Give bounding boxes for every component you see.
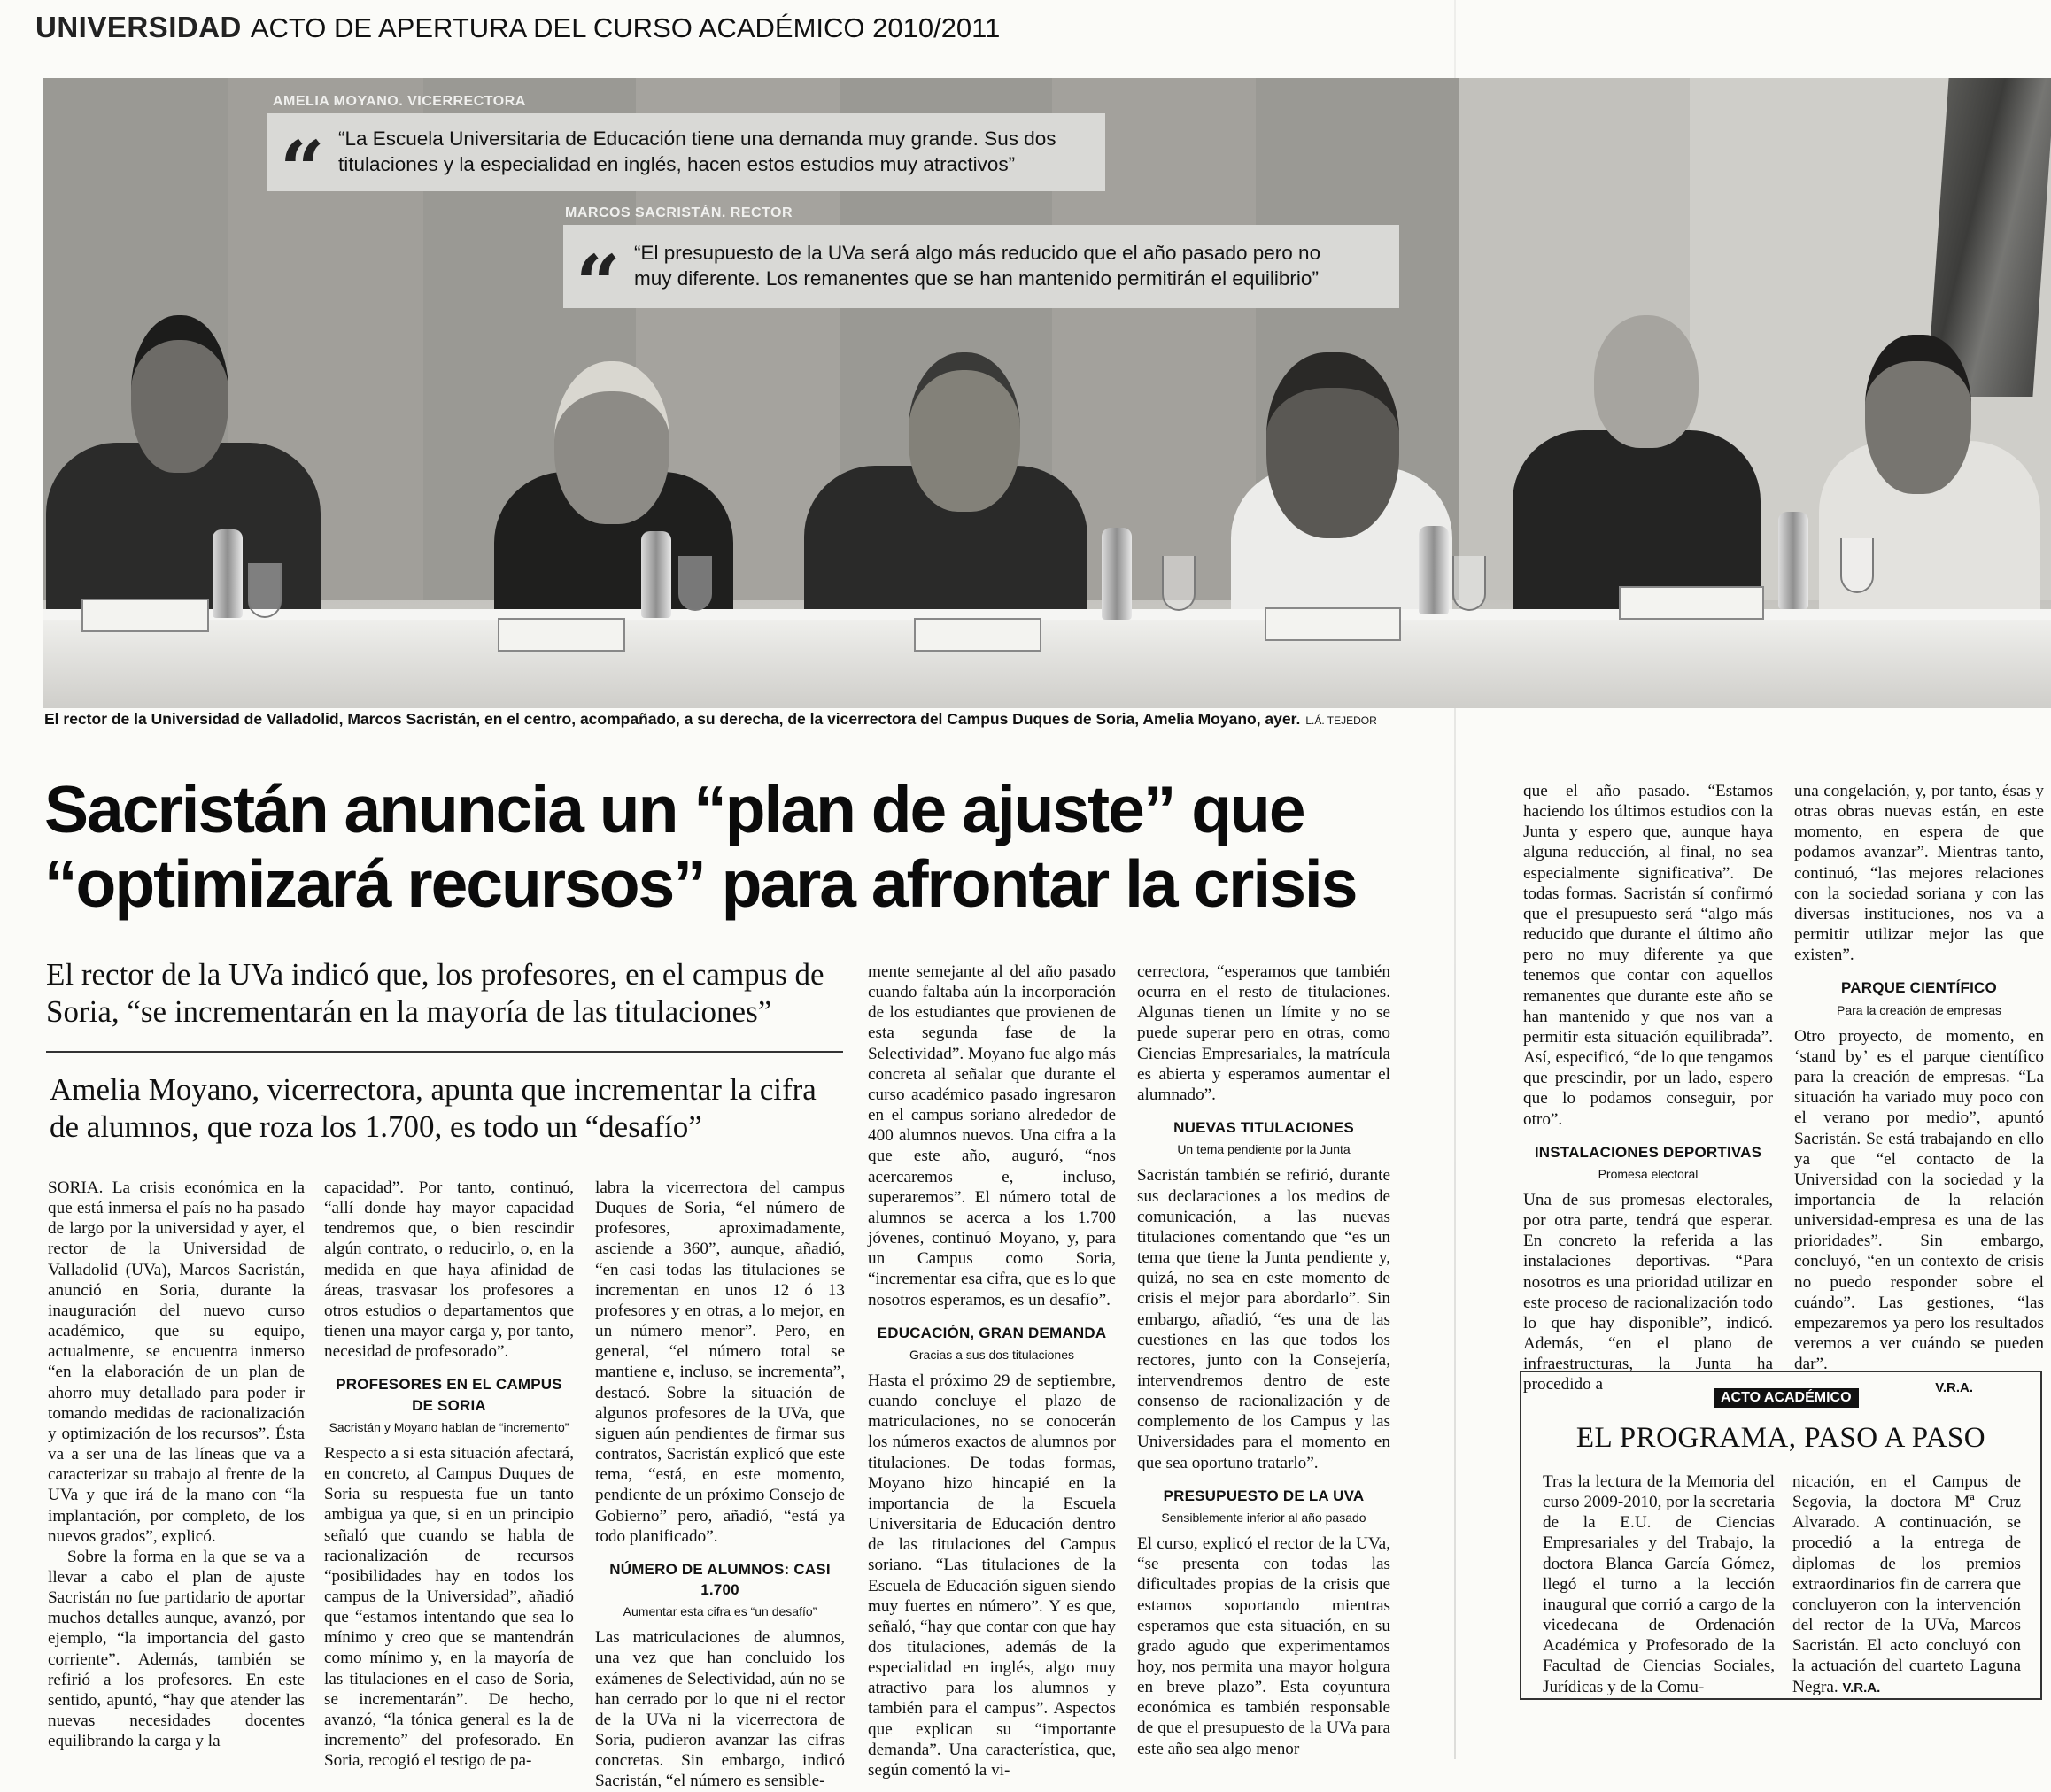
- headline-line: Sacristán anuncia un “plan de ajuste” que: [44, 772, 1304, 846]
- paragraph: Otro proyecto, de momento, en ‘stand by’ es el parque científico para la creación de empresas. “La situación ha variado muy poco con el verano por medio”, apuntó Sacristán. Se está trabajando en ello ya que “el contacto de la Universidad con la sociedad y la importancia de la relación universidad-empresa es una de las prioridades”. Sin embargo, concluyó, “en un contexto de crisis no puedo responder sobre el cuándo”. Las gestiones, “las empezaremos ya pero los resultados veremos a ver cuándo se pueden dar”.: [1794, 1026, 2044, 1374]
- sidebar-column: Tras la lectura de la Memoria del curso 2009-2010, por la secretaria de la E.U. de Ciencias Empresariales y del Trabajo, la doctora Blanca García Gómez, llegó el turno a la lección inaugural que corrió a cargo de la vicedecana de Ordenación Académica y Profesorado de la Facultad de Ciencias Sociales, Jurídicas y de la Comu-: [1543, 1472, 1775, 1696]
- paragraph: Respecto a si esta situación afectará, en concreto, al Campus Duques de Soria su respuesta fue un tanto ambigua ya que, si en un principio señaló que cuando se habla de racionalización de recursos “posibilidades hay en todos los campus de la Universidad”, añadió que “estamos intentando que sea lo mínimo y creo que se mantendrán como mínimo y, en la mayoría de las titulaciones en el caso de Soria, se incrementarán”. De hecho, avanzó, “la tónica general es la de incremento” del profesorado. En Soria, recogió el testigo de pa-: [324, 1443, 574, 1771]
- quote-line: muy diferente. Los remanentes que se han mantenido permitirán el equilibrio”: [634, 267, 1319, 290]
- nameplate: [1265, 607, 1401, 641]
- water-bottle: [1102, 528, 1132, 620]
- paragraph: Hasta el próximo 29 de septiembre, cuando concluye el plazo de matriculaciones, no se conocerán los números exactos de alumnos por titulaciones. De todas formas, Moyano hizo hincapié en la importancia de la Escuela Universitaria de Educación dentro de las titulaciones del Campus soriano. “Las titulaciones de la Escuela de Educación siguen siendo muy fuertes en número”. Y es que, señaló, “hay que contar con que hay dos titulaciones, además de la especialidad en inglés, algo muy atractivo para los alumnos y también para el campus”. Aspectos que explican su “importante demanda”. Una característica, que, según comentó la vi-: [868, 1371, 1116, 1780]
- quote-line: “El presupuesto de la UVa será algo más reducido que el año pasado pero no: [634, 242, 1321, 265]
- headline: [44, 772, 1426, 921]
- pull-quote: [563, 225, 1399, 329]
- page-header: [35, 11, 1417, 55]
- water-glass: [1840, 538, 1874, 593]
- section-subhead: INSTALACIONES DEPORTIVAS: [1534, 1143, 1762, 1161]
- section-subdeck: Sacristán y Moyano hablan de “incremento”: [329, 1419, 569, 1434]
- section-subdeck: Para la creación de empresas: [1837, 1002, 2001, 1017]
- sidebar-column: [1792, 1471, 2021, 1698]
- article-column: [1794, 781, 2044, 1399]
- water-bottle: [213, 529, 243, 618]
- byline-initials: V.R.A.: [1935, 1380, 1973, 1396]
- water-bottle: [1778, 512, 1808, 609]
- quote-text: [338, 127, 1056, 177]
- nameplate: [81, 599, 209, 632]
- nameplate: [914, 618, 1041, 652]
- section-subdeck: Aumentar esta cifra es “un desafío”: [623, 1604, 817, 1619]
- subheadline: Amelia Moyano, vicerrectora, apunta que incrementar la cifra de alumnos, que roza los 1.700, es todo un “desafío”: [50, 1072, 817, 1144]
- paragraph: Las matriculaciones de alumnos, una vez que han concluido los exámenes de Selectividad, aún no se han cerrado por lo que ni el rector de la UVa ni la vicerrectora de Soria, pudieron avanzar las cifras concretas. Sin embargo, indicó Sacristán, “el número es sensible-: [595, 1628, 845, 1791]
- paragraph: que el año pasado. “Estamos haciendo los últimos estudios con la Junta y espero que, aunque haya alguna reducción, al final, no sea especialmente significativa”. De todas formas. Sacristán sí confirmó que el presupuesto será “algo más reducido que durante el último año pero no muy diferente ya que tenemos que contar con aquellos remanentes que durante este año se han mantenido y que nos van a permitir esta situación equilibrada”. Así, especificó, “de lo que tengamos que prescindir, por un lado, espero que lo podamos conseguir, por otro”.: [1523, 782, 1773, 1129]
- subheadline: El rector de la UVa indicó que, los profesores, en el campus de Soria, “se incrementarán en la mayoría de las titulaciones”: [46, 957, 824, 1029]
- quote-text: [634, 241, 1320, 291]
- divider: [46, 1051, 843, 1053]
- sidebar-title: EL PROGRAMA, PASO A PASO: [1575, 1422, 1986, 1454]
- quote-line: “La Escuela Universitaria de Educación tiene una demanda muy grande. Sus dos: [338, 127, 1056, 151]
- paragraph: mente semejante al del año pasado cuando faltaba aún la incorporación de los estudiantes que provienen de esta segunda fase de la Selectividad”. Moyano fue algo más concreta al señalar que durante el curso académico pasado ingresaron en el campus soriano alrededor de 400 alumnos nuevos. Una cifra a la que este año, auguró, “nos acercaremos e, incluso, superaremos”. El número total de alumnos se acerca a los 1.700 jóvenes, continuó Moyano, y, para un Campus como Soria, “incrementar esa cifra, que es lo que nosotros esperamos, es un desafío”.: [868, 962, 1116, 1309]
- water-glass: [1452, 556, 1486, 611]
- article-column: [595, 1178, 845, 1792]
- paragraph: El curso, explicó el rector de la UVa, “se presenta con todas las dificultades propias de la crisis que estamos soportando mientras esperamos que esta situación, en su grado agudo que experimentamos hoy, nos permita una mayor holgura en breve plazo”. Esta coyuntura económica es también responsable de que el presupuesto de la UVa para este año sea algo menor: [1137, 1534, 1390, 1758]
- caption-text: El rector de la Universidad de Valladolid, Marcos Sacristán, en el centro, acompañado, a su derecha, de la vicerrectora del Campus Duques de Soria, Amelia Moyano, ayer.: [44, 710, 1301, 728]
- section-subhead: NÚMERO DE ALUMNOS: CASI 1.700: [609, 1560, 831, 1598]
- dateline: SORIA.: [48, 1178, 104, 1197]
- sidebar-box: [1520, 1371, 2042, 1700]
- headline-line: “optimizará recursos” para afrontar la crisis: [44, 846, 1357, 921]
- water-glass: [678, 556, 712, 611]
- section-subhead: NUEVAS TITULACIONES: [1173, 1119, 1354, 1137]
- water-bottle: [1419, 526, 1449, 614]
- water-glass: [1162, 556, 1196, 611]
- section-subhead: EDUCACIÓN, GRAN DEMANDA: [877, 1324, 1107, 1341]
- paragraph: labra la vicerrectora del campus Duques de Soria, “el número de profesores, aproximadamente, asciende a 360”, aunque, añadió, “en casi todas las titulaciones se incrementan en unos 12 ó 13 profesores y en otras, a lo mejor, en un número menor”. Pero, en general, “el número total se mantiene e, incluso, se incrementa”, destacó. Sobre la situación de algunos profesores de la UVa, que siguen aún pendientes de firmar sus contratos, Sacristán explicó que este tema, “está, en este momento, pendiente de un próximo Consejo de Gobierno” pero, añadió, “está ya todo planificado”.: [595, 1178, 845, 1546]
- byline-initials: V.R.A.: [1842, 1680, 1881, 1695]
- article-column: [868, 962, 1116, 1780]
- paragraph: [48, 1178, 305, 1547]
- section-subhead: PARQUE CIENTÍFICO: [1841, 979, 1997, 997]
- quote-mark-icon: “: [280, 123, 325, 215]
- sidebar-text: nicación, en el Campus de Segovia, la doctora Mª Cruz Alvarado. A continuación, se procedió a la entrega de diplomas de los premios extraordinarios fin de carrera que concluyeron con la intervención del rector de la UVa, Marcos Sacristán. El acto concluyó con la actuación del cuarteto Laguna Negra.: [1792, 1472, 2021, 1696]
- nameplate: [1619, 586, 1764, 620]
- paragraph: Sobre la forma en la que se va a llevar a cabo el plan de ajuste Sacristán no fue partidario de aportar muchos detalles aunque, avanzó, por ejemplo, “la importancia del gasto corriente”. Además, también se refirió a los profesores. En este sentido, apuntó, “hay que atender las nuevas necesidades docentes equilibrando la carga y la: [48, 1547, 305, 1751]
- quote-line: titulaciones y la especialidad en inglés, hacen estos estudios muy atractivos”: [338, 153, 1016, 175]
- water-glass: [248, 563, 282, 618]
- section-subhead: PRESUPUESTO DE LA UVA: [1163, 1487, 1365, 1504]
- presidential-table: [43, 620, 2051, 708]
- sidebar-tag: ACTO ACADÉMICO: [1714, 1388, 1859, 1408]
- header-title: ACTO DE APERTURA DEL CURSO ACADÉMICO 2010/2011: [250, 12, 1001, 43]
- quote-attribution: AMELIA MOYANO. VICERRECTORA: [273, 94, 526, 109]
- photo-caption: [44, 710, 1382, 729]
- section-subdeck: Gracias a sus dos titulaciones: [909, 1347, 1074, 1362]
- paragraph: Sacristán también se refirió, durante sus declaraciones a los medios de comunicación, a las nuevas titulaciones comentando que “es un tema que tiene la Junta pendiente y, quizá, no sea en este momento de crisis el mejor para abordarlo”. Sin embargo, añadió, “es una de las cuestiones en las que todos los rectores, junto con la Consejería, intervendremos dentro de este consenso de racionalización y de complemento de los Campus y las Universidades para el momento en que sea oportuno tratarlo”.: [1137, 1166, 1390, 1472]
- water-bottle: [641, 531, 671, 618]
- paragraph: capacidad”. Por tanto, continuó, “allí donde hay mayor capacidad tendremos que, o bien rescindir algún contrato, o reducirlo, o, en la medida en que haya afinidad de áreas, trasvasar los profesores a otros estudios o departamentos que tienen una mayor carga y, por tanto, necesidad de profesorado”.: [324, 1178, 574, 1362]
- nameplate: [498, 618, 625, 652]
- article-column: [1137, 962, 1390, 1759]
- section-label: UNIVERSIDAD: [35, 11, 242, 43]
- photo-credit: L.Á. TEJEDOR: [1305, 714, 1377, 727]
- section-subhead: PROFESORES EN EL CAMPUS DE SORIA: [336, 1376, 562, 1414]
- paragraph: una congelación, y, por tanto, ésas y otras obras nuevas están, en este momento, en espera de que podamos avanzar”. Mientras tanto, continuó, “las mejores relaciones con la sociedad soriana y con las diversas instituciones, nos va a permitir utilizar mejor las que existen”.: [1794, 782, 2044, 965]
- article-column: [324, 1178, 574, 1771]
- paragraph-text: La crisis económica en la que está inmersa el país no ha pasado de largo por la universidad y ayer, el rector de la Universidad de Valladolid (UVa), Marcos Sacristán, anunció en Soria, durante la inauguración del nuevo curso académico, que su equipo, actualmente, se encuentra inmerso “en la elaboración de un plan de ahorro muy detallado para poder ir tomando medidas de racionalización y optimización de los recursos”. Ésta va a ser una de las líneas que va a caracterizar su trabajo al frente de la UVa y que irá de la mano con “la implantación, por completo, de los nuevos grados”, explicó.: [48, 1178, 305, 1546]
- section-subdeck: Promesa electoral: [1598, 1166, 1699, 1181]
- article-column: [48, 1178, 305, 1751]
- quote-attribution: MARCOS SACRISTÁN. RECTOR: [565, 205, 793, 220]
- article-column: [1523, 781, 1773, 1395]
- section-subdeck: Sensiblemente inferior al año pasado: [1161, 1510, 1366, 1525]
- section-subdeck: Un tema pendiente por la Junta: [1177, 1142, 1351, 1157]
- paragraph: Una de sus promesas electorales, por otra parte, tendrá que esperar. En concreto la referida a las instalaciones deportivas. “Para nosotros es una prioridad utilizar en este proceso de racionalización todo lo que hay disponible”, indicó. Además, “en el plano de infraestructuras, la Junta ha procedido a: [1523, 1190, 1773, 1394]
- paragraph: cerrectora, “esperamos que también ocurra en el resto de titulaciones. Algunas tienen un límite y no se puede superar pero en otras, como Ciencias Empresariales, la matrícula es abierta y esperamos aumentar el alumnado”.: [1137, 962, 1390, 1104]
- quote-mark-icon: “: [576, 237, 621, 329]
